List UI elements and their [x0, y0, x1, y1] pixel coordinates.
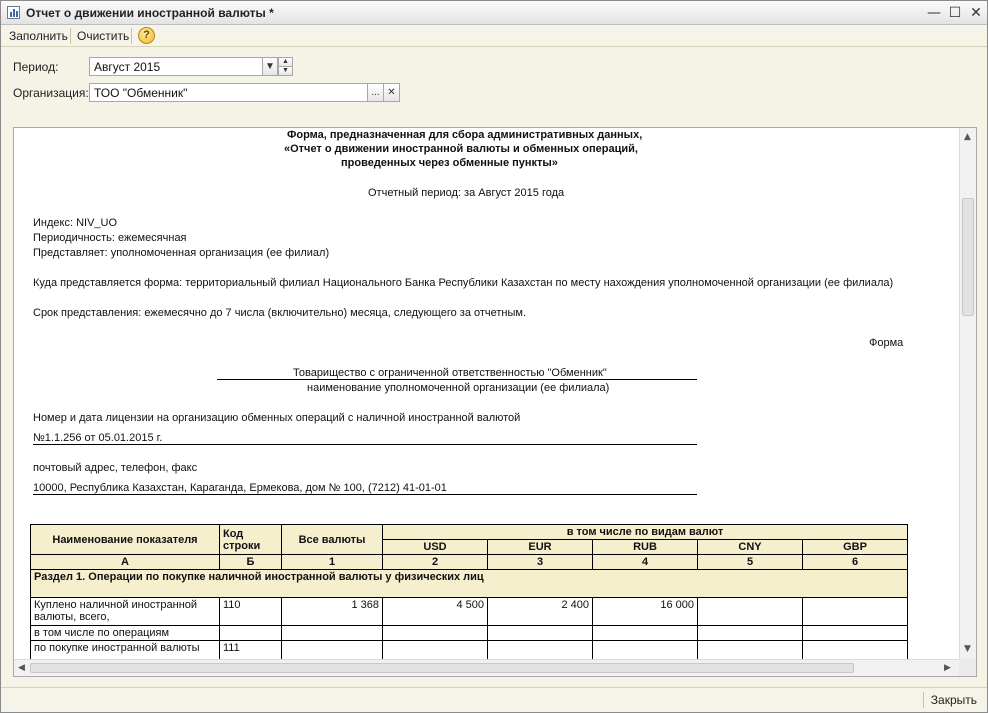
maximize-icon[interactable]: ☐ — [948, 5, 962, 21]
row-usd — [383, 626, 488, 641]
report-deadline: Срок представления: ежемесячно до 7 числа (включительно) месяца, следующего за отчетным. — [33, 307, 527, 319]
header-currency: USD — [383, 540, 488, 555]
vertical-scroll-thumb[interactable] — [962, 198, 974, 316]
organization-select-button[interactable]: ... — [367, 83, 384, 102]
license-label: Номер и дата лицензии на организацию обменных операций с наличной иностранной валютой — [33, 412, 521, 424]
organization-field[interactable]: ТОО "Обменник" — [89, 83, 368, 102]
scroll-corner — [959, 659, 976, 676]
toolbar-separator — [131, 28, 132, 44]
report-periodicity: Периодичность: ежемесячная — [33, 232, 187, 244]
indicators-table — [30, 524, 908, 660]
report-index: Индекс: NIV_UO — [33, 217, 118, 229]
header-code: Код строки — [220, 525, 282, 555]
row-name: Куплено наличной иностранной валюты, всего, — [31, 598, 220, 626]
report-title-line3: проведенных через обменные пункты» — [341, 157, 558, 169]
report-icon — [7, 6, 20, 19]
vertical-scrollbar[interactable] — [959, 128, 976, 660]
row-eur — [488, 641, 593, 661]
header-currency: RUB — [593, 540, 698, 555]
organization-caption: наименование уполномоченной организации (ее филиала) — [307, 382, 610, 394]
row-cny — [698, 641, 803, 661]
table-row — [31, 641, 908, 661]
row-name: в том числе по операциям — [31, 626, 220, 641]
title-bar — [1, 1, 987, 25]
row-cny — [698, 626, 803, 641]
row-gbp — [803, 641, 908, 661]
row-gbp — [803, 598, 908, 626]
column-letter: 3 — [488, 555, 593, 570]
table-row — [31, 598, 908, 626]
address-value: 10000, Республика Казахстан, Караганда, Ермекова, дом № 100, (7212) 41-01-01 — [33, 482, 447, 494]
scroll-down-icon[interactable]: ▼ — [964, 644, 971, 654]
row-code: 110 — [220, 598, 282, 626]
period-spin-down-icon[interactable]: ▼ — [278, 66, 293, 76]
header-currency: EUR — [488, 540, 593, 555]
period-dropdown-icon[interactable]: ▼ — [262, 57, 278, 76]
row-usd: 4 500 — [383, 598, 488, 626]
row-eur: 2 400 — [488, 598, 593, 626]
column-letter: 5 — [698, 555, 803, 570]
bottom-bar — [1, 687, 987, 712]
row-rub — [593, 626, 698, 641]
organization-clear-icon[interactable]: ✕ — [383, 83, 400, 102]
help-icon[interactable]: ? — [138, 27, 155, 44]
row-gbp — [803, 626, 908, 641]
row-all — [282, 626, 383, 641]
horizontal-scrollbar[interactable] — [14, 659, 960, 676]
row-rub: 16 000 — [593, 598, 698, 626]
toolbar-separator — [70, 28, 71, 44]
column-letter: 4 — [593, 555, 698, 570]
section-1-header: Раздел 1. Операции по покупке наличной иностранной валюты у физических лиц — [31, 570, 908, 598]
header-by-type: в том числе по видам валют — [383, 525, 908, 540]
header-currency: GBP — [803, 540, 908, 555]
scroll-up-icon[interactable]: ▲ — [964, 132, 971, 142]
organization-full-name: Товарищество с ограниченной ответственностью "Обменник" — [293, 367, 607, 379]
row-name: по покупке иностранной валюты — [31, 641, 220, 661]
header-name: Наименование показателя — [31, 525, 220, 555]
column-letter: А — [31, 555, 220, 570]
fill-button[interactable]: Заполнить — [9, 29, 68, 43]
header-currency: CNY — [698, 540, 803, 555]
row-all: 1 368 — [282, 598, 383, 626]
divider — [33, 494, 697, 495]
clear-button[interactable]: Очистить — [77, 29, 130, 43]
row-all — [282, 641, 383, 661]
report-title-line2: «Отчет о движении иностранной валюты и обменных операций, — [284, 143, 638, 155]
organization-label: Организация: — [13, 86, 89, 100]
scroll-left-icon[interactable]: ◀ — [18, 663, 25, 673]
period-spin-up-icon[interactable]: ▲ — [278, 57, 293, 67]
report-title-line1: Форма, предназначенная для сбора административных данных, — [287, 129, 643, 141]
period-label: Период: — [13, 60, 59, 74]
column-letter: Б — [220, 555, 282, 570]
minimize-icon[interactable]: — — [927, 5, 941, 21]
column-letter: 1 — [282, 555, 383, 570]
report-presenter: Представляет: уполномоченная организация (ее филиал) — [33, 247, 330, 259]
horizontal-scroll-thumb[interactable] — [30, 663, 854, 673]
column-letter: 6 — [803, 555, 908, 570]
row-cny — [698, 598, 803, 626]
divider — [217, 379, 697, 380]
period-field[interactable]: Август 2015 — [89, 57, 263, 76]
row-usd — [383, 641, 488, 661]
report-document[interactable] — [13, 127, 977, 677]
divider — [33, 444, 697, 445]
header-all-currencies: Все валюты — [282, 525, 383, 555]
close-icon[interactable]: ✕ — [970, 5, 982, 21]
license-value: №1.1.256 от 05.01.2015 г. — [33, 432, 163, 444]
report-period: Отчетный период: за Август 2015 года — [368, 187, 565, 199]
toolbar — [1, 25, 987, 47]
row-code — [220, 626, 282, 641]
close-button[interactable]: Закрыть — [930, 693, 977, 707]
toolbar-separator — [923, 692, 924, 708]
column-letter: 2 — [383, 555, 488, 570]
scroll-right-icon[interactable]: ▶ — [944, 663, 951, 673]
window-title: Отчет о движении иностранной валюты * — [26, 6, 274, 20]
row-rub — [593, 641, 698, 661]
report-where: Куда представляется форма: территориальный филиал Национального Банка Республики Казахстан по месту нахождения уполномоченной организации (ее филиала) — [33, 277, 894, 289]
address-label: почтовый адрес, телефон, факс — [33, 462, 198, 474]
row-eur — [488, 626, 593, 641]
table-row — [31, 626, 908, 641]
report-content — [14, 128, 960, 660]
row-code: 111 — [220, 641, 282, 661]
form-word: Форма — [869, 337, 904, 349]
